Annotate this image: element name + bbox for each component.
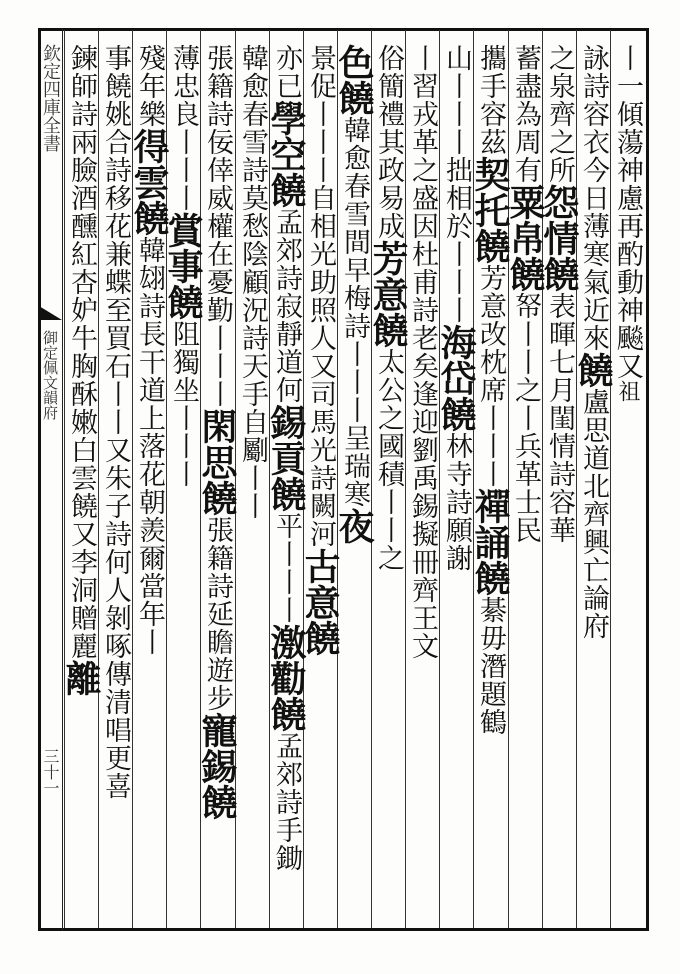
text-segment: 帑丨丨之丨兵革士民: [510, 292, 541, 544]
text-segment: 張籍詩延瞻遊步: [202, 516, 233, 712]
text-segment: 拙相於丨丨丨: [441, 156, 472, 324]
text-segment: 俗簡禮其政易成: [373, 44, 404, 240]
text-segment: 丨一傾蕩神慮再酌動神飈又: [612, 44, 643, 380]
headword: 怨情饒: [538, 184, 580, 292]
headword: 寵錫饒: [196, 712, 238, 820]
text-column: [196, 44, 238, 924]
text-segment: 在憂勤丨丨丨: [202, 240, 233, 408]
text-column: [469, 44, 511, 924]
text-segment: 孟郊詩寂靜道何: [271, 208, 302, 404]
frame-right-border: [646, 28, 649, 931]
text-segment: 表暉七月閨情詩容華: [544, 292, 575, 544]
text-column: [333, 44, 375, 924]
text-column: [405, 44, 439, 924]
headword: 激勸饒: [265, 624, 307, 732]
fish-tail-mark: [39, 306, 62, 320]
headword: 學空饒: [265, 100, 307, 208]
text-segment: 韓翃詩長干道上落花朝羨爾當年丨: [134, 236, 165, 656]
text-segment: 薄忠良丨丨丨: [168, 44, 199, 212]
text-column: [162, 44, 204, 924]
text-segment: 林寺詩願謝: [441, 432, 472, 572]
text-segment: 山丨丨丨: [441, 44, 472, 156]
gutter-divider: [62, 28, 63, 931]
text-segment: 又李洞贈麗: [66, 520, 97, 660]
headword: 賞事饒: [162, 212, 204, 320]
text-column: [504, 44, 546, 924]
text-segment: 平丨丨丨: [271, 512, 302, 624]
text-column: [610, 44, 644, 924]
headword: 契托饒: [469, 156, 511, 264]
text-segment: 祖: [615, 380, 640, 403]
text-column: [538, 44, 580, 924]
text-segment: 顧況詩天: [237, 268, 268, 380]
book-title: 欽定四庫全書: [40, 44, 61, 152]
text-column: [435, 44, 477, 924]
text-column: [299, 44, 341, 924]
text-segment: 蓄盡為周有: [510, 44, 541, 184]
headword: 錫貢饒: [265, 404, 307, 512]
book-subtitle: 御定佩文韻府: [41, 330, 59, 420]
text-segment: 綦毋潛題鶴: [475, 596, 506, 736]
text-segment: 手自劚丨丨: [237, 380, 268, 520]
text-segment: 孟郊詩手鋤: [271, 732, 302, 872]
headword: 色饒: [333, 44, 375, 116]
text-segment: 詠詩容衣今日薄寒氣近來: [578, 44, 609, 352]
text-segment: 殘年樂: [134, 44, 165, 128]
frame-bottom-border: [38, 928, 648, 931]
text-segment: 亦已: [271, 44, 302, 100]
text-segment: 盧思道北齊興亡論府: [578, 388, 609, 640]
headword: 夜: [333, 508, 375, 544]
headword: 饒: [572, 352, 614, 388]
headword: 禪誦饒: [469, 488, 511, 596]
text-segment: 丨習戎革之盛因: [407, 44, 438, 240]
text-segment: 芳意改枕席丨丨丨: [475, 264, 506, 488]
text-segment: 張籍詩佞倖威權: [202, 44, 233, 240]
text-segment: 韓愈春雪間早梅詩丨丨丨呈瑞寒: [339, 116, 370, 508]
headword: 閑思饒: [196, 408, 238, 516]
headword: 海岱饒: [435, 324, 477, 432]
headword: 得雲饒: [128, 128, 170, 236]
text-segment: 鍊師詩兩臉酒醺紅杏妒牛胸酥嫩白雲饒: [66, 44, 97, 520]
text-segment: 阻獨坐丨丨丨: [168, 320, 199, 488]
text-segment: 杜甫詩老矣逢迎: [407, 240, 438, 436]
headword: 粟帛饒: [504, 184, 546, 292]
text-segment: 事饒: [100, 44, 131, 100]
text-column: [367, 44, 409, 924]
text-segment: 太公之國積丨丨之: [373, 348, 404, 572]
frame-top-border: [38, 28, 648, 31]
headword: 古意饒: [299, 548, 341, 656]
text-column: [98, 44, 132, 924]
text-segment: 光助照人又司馬光詩闕河: [305, 240, 336, 548]
text-segment: 劉禹錫擬冊齊王文: [407, 436, 438, 660]
text-column: [60, 44, 102, 924]
text-column: [235, 44, 269, 924]
text-column: [128, 44, 170, 924]
text-segment: 韓愈春雪詩莫愁陰: [237, 44, 268, 268]
text-column: [572, 44, 614, 924]
page-number: 三十一: [41, 748, 60, 796]
headword: 離: [60, 660, 102, 696]
headword: 芳意饒: [367, 240, 409, 348]
text-column: [265, 44, 307, 924]
text-segment: 攜手容茲: [475, 44, 506, 156]
text-segment: 姚合詩移花兼蝶至買石丨丨又朱子詩何人剝啄傳清唱更喜: [100, 100, 131, 800]
text-segment: 之泉齊之所: [544, 44, 575, 184]
text-segment: 景促丨丨丨自相: [305, 44, 336, 240]
